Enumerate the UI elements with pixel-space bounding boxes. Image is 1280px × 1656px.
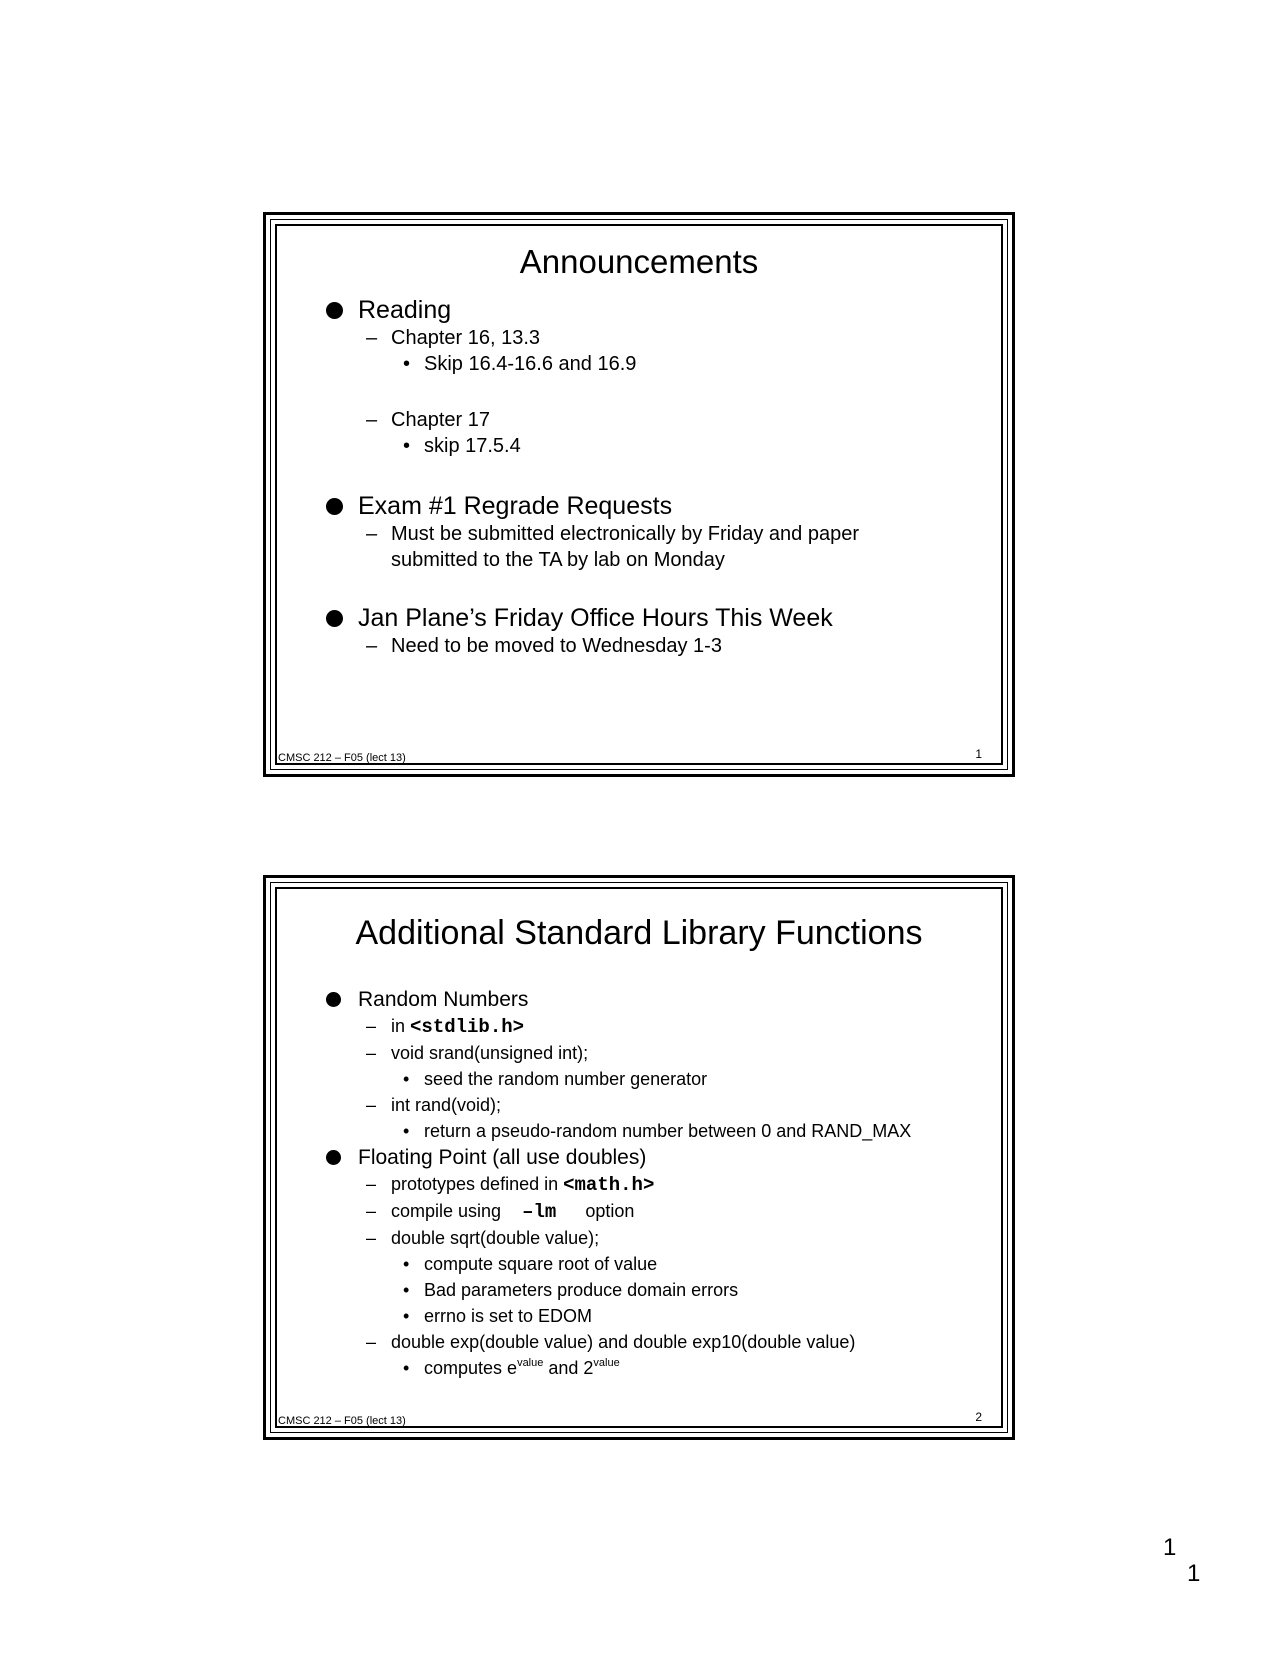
sub-sub-bullet-seed <box>266 1066 1012 1092</box>
dash-icon: – <box>366 1016 377 1036</box>
sub-sub-bullet-compute <box>266 1251 1012 1277</box>
sub-sub-bullet-text: Skip 16.4-16.6 and 16.9 <box>424 353 637 375</box>
sub-bullet-exp <box>266 1329 1012 1355</box>
sub-bullet-text: void srand(unsigned int); <box>391 1043 589 1063</box>
sub-sub-bullet-text: return a pseudo-random number between 0 and RAND_MAX <box>424 1121 912 1141</box>
bullet-point-icon: • <box>403 1358 410 1378</box>
dash-icon: – <box>366 635 378 657</box>
sub-sub-bullet-text: computes e <box>424 1358 518 1378</box>
slide-body <box>266 986 1012 1381</box>
sub-bullet-text: double sqrt(double value); <box>391 1228 600 1248</box>
code-lm: –lm <box>522 1201 557 1223</box>
bullet-text: Floating Point (all use doubles) <box>358 1146 647 1169</box>
dash-icon: – <box>366 1174 377 1194</box>
bullet-point-icon: • <box>403 1306 410 1326</box>
sub-bullet-text: int rand(void); <box>391 1095 502 1115</box>
bullet-text: Jan Plane’s Friday Office Hours This Week <box>358 604 833 632</box>
bullet-dot-icon <box>326 992 341 1007</box>
sub-sub-bullet-bad-params <box>266 1277 1012 1303</box>
bullet-dot-icon <box>326 610 343 627</box>
dash-icon: – <box>366 1095 377 1115</box>
sub-bullet-text-suffix: option <box>585 1201 635 1221</box>
slide-1 <box>263 212 1015 777</box>
sub-bullet-rand <box>266 1092 1012 1118</box>
dash-icon: – <box>366 523 378 545</box>
bullet-dot-icon <box>326 1150 341 1165</box>
bullet-point-icon: • <box>403 1254 410 1274</box>
dash-icon: – <box>366 1201 377 1221</box>
bullet-point-icon: • <box>403 435 411 457</box>
sub-bullet-text: Need to be moved to Wednesday 1-3 <box>391 635 722 657</box>
bullet-text: Reading <box>358 296 452 324</box>
dash-icon: – <box>366 409 378 431</box>
slide-body <box>266 295 1012 659</box>
slide-title: Announcements <box>519 243 759 280</box>
sub-sub-bullet-skip-17 <box>266 433 1012 459</box>
sub-bullet-text: Chapter 17 <box>391 409 490 431</box>
bullet-point-icon: • <box>403 1280 410 1300</box>
bullet-office-hours <box>266 603 1012 633</box>
dash-icon: – <box>366 327 378 349</box>
sub-bullet-chapter-16 <box>266 325 1012 351</box>
bullet-random-numbers <box>266 986 1012 1013</box>
bullet-reading <box>266 295 1012 325</box>
sub-bullet-compile <box>266 1198 1012 1225</box>
page-number: 1 <box>1187 1560 1201 1587</box>
sub-sub-bullet-skip-16 <box>266 351 1012 377</box>
sub-bullet-in-stdlib <box>266 1013 1012 1040</box>
dash-icon: – <box>366 1332 377 1352</box>
bullet-point-icon: • <box>403 1121 410 1141</box>
bullet-point-icon: • <box>403 1069 410 1089</box>
sub-bullet-text: Chapter 16, 13.3 <box>391 327 540 349</box>
sub-bullet-chapter-17 <box>266 407 1012 433</box>
sub-sub-bullet-return <box>266 1118 1012 1144</box>
sub-bullet-submitted <box>266 521 1012 573</box>
sub-sub-bullet-text: errno is set to EDOM <box>424 1306 593 1326</box>
bullet-point-icon: • <box>403 353 411 375</box>
sub-bullet-text: Must be submitted electronically by Friday and paper submitted to the TA by lab on Monday <box>391 523 860 571</box>
page-number: 1 <box>1163 1534 1177 1561</box>
sub-sub-bullet-text: compute square root of value <box>424 1254 658 1274</box>
slide-footer: CMSC 212 – F05 (lect 13) <box>278 752 406 764</box>
sub-bullet-moved <box>266 633 1012 659</box>
dash-icon: – <box>366 1043 377 1063</box>
sub-sub-bullet-text: Bad parameters produce domain errors <box>424 1280 739 1300</box>
sub-sub-bullet-text: skip 17.5.4 <box>424 435 521 457</box>
bullet-dot-icon <box>326 498 343 515</box>
bullet-regrade <box>266 491 1012 521</box>
sub-bullet-prototypes <box>266 1171 1012 1198</box>
bullet-text: Exam #1 Regrade Requests <box>358 492 673 520</box>
bullet-dot-icon <box>326 302 343 319</box>
superscript-value: value <box>517 1357 544 1369</box>
sub-sub-bullet-errno <box>266 1303 1012 1329</box>
code-math-h: <math.h> <box>563 1174 655 1196</box>
sub-sub-bullet-text: seed the random number generator <box>424 1069 708 1089</box>
sub-bullet-text: prototypes defined in <box>391 1174 564 1194</box>
slide-title: Additional Standard Library Functions <box>355 914 923 952</box>
dash-icon: – <box>366 1228 377 1248</box>
slide-number: 2 <box>975 1410 982 1424</box>
sub-bullet-text: compile using <box>391 1201 502 1221</box>
slide-number: 1 <box>975 747 982 761</box>
slide-footer: CMSC 212 – F05 (lect 13) <box>278 1415 406 1427</box>
sub-sub-bullet-text-and: and 2 <box>543 1358 594 1378</box>
bullet-text: Random Numbers <box>358 988 529 1011</box>
superscript-value: value <box>593 1357 620 1369</box>
sub-bullet-text: double exp(double value) and double exp10(double value) <box>391 1332 856 1352</box>
sub-bullet-sqrt <box>266 1225 1012 1251</box>
sub-bullet-text: in <box>391 1016 411 1036</box>
bullet-floating-point <box>266 1144 1012 1171</box>
code-stdlib: <stdlib.h> <box>410 1016 525 1038</box>
sub-sub-bullet-computes <box>266 1355 1012 1381</box>
slide-2 <box>263 875 1015 1440</box>
sub-bullet-srand <box>266 1040 1012 1066</box>
